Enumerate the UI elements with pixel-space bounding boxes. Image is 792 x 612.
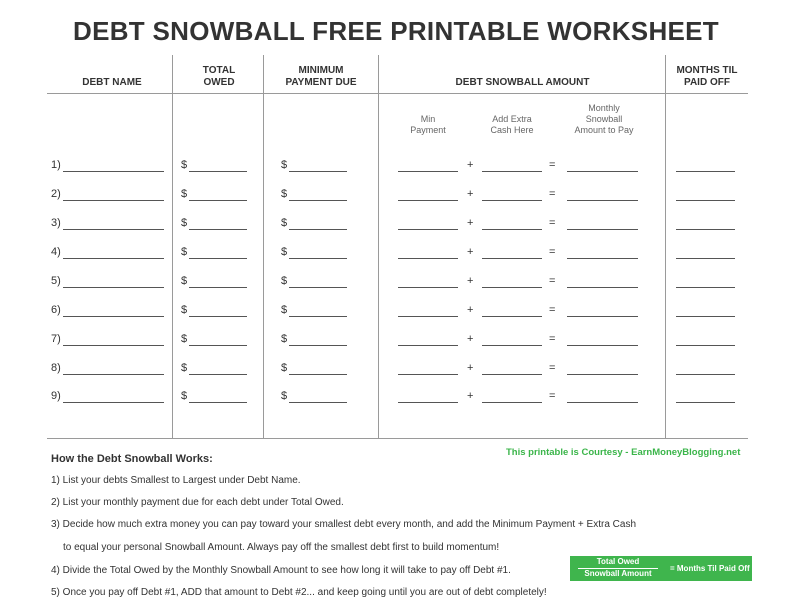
- equals-sign: =: [549, 246, 556, 258]
- dollar-sign: $: [181, 390, 188, 402]
- dollar-sign: $: [281, 390, 288, 402]
- dollar-sign: $: [181, 275, 188, 287]
- table-row: [0, 217, 792, 233]
- min-payment-blank[interactable]: [398, 374, 458, 375]
- header-min-line2: PAYMENT DUE: [285, 77, 357, 88]
- extra-cash-blank[interactable]: [482, 287, 542, 288]
- instruction-step-2: 2) List your monthly payment due for each debt under Total Owed.: [51, 497, 344, 508]
- header-months-line1: MONTHS TIL: [676, 65, 738, 76]
- table-bottom-rule: [47, 438, 748, 439]
- subheader-monthly-line3: Amount to Pay: [574, 125, 634, 135]
- equals-sign: =: [549, 275, 556, 287]
- table-row: [0, 188, 792, 204]
- plus-sign: +: [467, 304, 474, 316]
- months-blank[interactable]: [676, 258, 735, 259]
- months-blank[interactable]: [676, 316, 735, 317]
- snowball-amount-blank[interactable]: [567, 171, 638, 172]
- subheader-extra-cash: [481, 114, 543, 136]
- total-owed-blank[interactable]: [189, 200, 247, 201]
- plus-sign: +: [467, 390, 474, 402]
- instruction-step-1: 1) List your debts Smallest to Largest under Debt Name.: [51, 475, 301, 486]
- header-months-til-paid-off: [666, 65, 748, 89]
- instruction-step-3: 3) Decide how much extra money you can pay toward your smallest debt every month, and add the Minimum Payment + Extra Cash: [51, 519, 636, 530]
- dollar-sign: $: [181, 333, 188, 345]
- dollar-sign: $: [281, 333, 288, 345]
- snowball-amount-blank[interactable]: [567, 345, 638, 346]
- minimum-payment-blank[interactable]: [289, 287, 347, 288]
- snowball-amount-blank[interactable]: [567, 229, 638, 230]
- subheader-monthly-snowball: [566, 103, 642, 136]
- table-row: [0, 362, 792, 378]
- minimum-payment-blank[interactable]: [289, 374, 347, 375]
- total-owed-blank[interactable]: [189, 316, 247, 317]
- debt-name-blank[interactable]: [63, 229, 164, 230]
- months-blank[interactable]: [676, 345, 735, 346]
- row-number: 4): [51, 246, 61, 258]
- min-payment-blank[interactable]: [398, 402, 458, 403]
- dollar-sign: $: [281, 275, 288, 287]
- equals-sign: =: [549, 188, 556, 200]
- extra-cash-blank[interactable]: [482, 345, 542, 346]
- row-number: 3): [51, 217, 61, 229]
- dollar-sign: $: [281, 304, 288, 316]
- extra-cash-blank[interactable]: [482, 258, 542, 259]
- total-owed-blank[interactable]: [189, 258, 247, 259]
- extra-cash-blank[interactable]: [482, 316, 542, 317]
- min-payment-blank[interactable]: [398, 287, 458, 288]
- header-total-owed-line1: TOTAL: [202, 65, 236, 76]
- header-min-line1: MINIMUM: [298, 65, 344, 76]
- months-formula-box: [570, 556, 752, 581]
- instruction-step-5: 5) Once you pay off Debt #1, ADD that amount to Debt #2... and keep going until you are out of debt completely!: [51, 587, 547, 598]
- dollar-sign: $: [281, 159, 288, 171]
- minimum-payment-blank[interactable]: [289, 200, 347, 201]
- snowball-amount-blank[interactable]: [567, 316, 638, 317]
- extra-cash-blank[interactable]: [482, 374, 542, 375]
- equals-sign: =: [549, 390, 556, 402]
- table-row: [0, 390, 792, 406]
- courtesy-credit: This printable is Courtesy - EarnMoneyBlogging.net: [506, 447, 741, 458]
- dollar-sign: $: [281, 246, 288, 258]
- min-payment-blank[interactable]: [398, 229, 458, 230]
- extra-cash-blank[interactable]: [482, 402, 542, 403]
- plus-sign: +: [467, 217, 474, 229]
- dollar-sign: $: [281, 217, 288, 229]
- equals-sign: =: [549, 333, 556, 345]
- dollar-sign: $: [181, 246, 188, 258]
- extra-cash-blank[interactable]: [482, 200, 542, 201]
- equals-sign: =: [549, 362, 556, 374]
- snowball-amount-blank[interactable]: [567, 200, 638, 201]
- equals-sign: =: [549, 217, 556, 229]
- row-number: 8): [51, 362, 61, 374]
- subheader-extra-line2: Cash Here: [490, 125, 534, 135]
- subheader-min-line1: Min: [420, 114, 436, 124]
- table-row: [0, 159, 792, 175]
- header-minimum-payment: [265, 65, 377, 89]
- instruction-step-4: 4) Divide the Total Owed by the Monthly Snowball Amount to see how long it will take to pay off Debt #1.: [51, 565, 511, 576]
- table-row: [0, 275, 792, 291]
- table-row: [0, 246, 792, 262]
- plus-sign: +: [467, 188, 474, 200]
- subheader-min-line2: Payment: [410, 125, 446, 135]
- row-number: 7): [51, 333, 61, 345]
- dollar-sign: $: [281, 188, 288, 200]
- min-payment-blank[interactable]: [398, 258, 458, 259]
- total-owed-blank[interactable]: [189, 374, 247, 375]
- debt-name-blank[interactable]: [63, 200, 164, 201]
- plus-sign: +: [467, 159, 474, 171]
- formula-result: = Months Til Paid Off: [670, 564, 750, 573]
- debt-name-blank[interactable]: [63, 316, 164, 317]
- subheader-min-payment: [398, 114, 458, 136]
- header-total-owed: [175, 65, 263, 89]
- total-owed-blank[interactable]: [189, 345, 247, 346]
- page-title: DEBT SNOWBALL FREE PRINTABLE WORKSHEET: [73, 16, 719, 46]
- instructions-title: How the Debt Snowball Works:: [51, 453, 213, 465]
- months-blank[interactable]: [676, 402, 735, 403]
- debt-name-blank[interactable]: [63, 345, 164, 346]
- debt-name-blank[interactable]: [63, 374, 164, 375]
- subheader-extra-line1: Add Extra: [492, 114, 532, 124]
- table-row: [0, 304, 792, 320]
- total-owed-blank[interactable]: [189, 229, 247, 230]
- header-months-line2: PAID OFF: [684, 77, 730, 88]
- dollar-sign: $: [181, 362, 188, 374]
- plus-sign: +: [467, 362, 474, 374]
- extra-cash-blank[interactable]: [482, 229, 542, 230]
- header-debt-name: DEBT NAME: [82, 77, 142, 88]
- dollar-sign: $: [181, 217, 188, 229]
- minimum-payment-blank[interactable]: [289, 229, 347, 230]
- debt-name-blank[interactable]: [63, 171, 164, 172]
- row-number: 1): [51, 159, 61, 171]
- months-blank[interactable]: [676, 374, 735, 375]
- total-owed-blank[interactable]: [189, 171, 247, 172]
- header-total-owed-line2: OWED: [203, 77, 235, 88]
- formula-numerator: Total Owed: [596, 557, 640, 566]
- subheader-monthly-line2: Snowball: [585, 114, 623, 124]
- dollar-sign: $: [181, 304, 188, 316]
- extra-cash-blank[interactable]: [482, 171, 542, 172]
- min-payment-blank[interactable]: [398, 200, 458, 201]
- debt-name-blank[interactable]: [63, 258, 164, 259]
- row-number: 9): [51, 390, 61, 402]
- equals-sign: =: [549, 159, 556, 171]
- minimum-payment-blank[interactable]: [289, 316, 347, 317]
- row-number: 2): [51, 188, 61, 200]
- min-payment-blank[interactable]: [398, 171, 458, 172]
- table-row: [0, 333, 792, 349]
- plus-sign: +: [467, 275, 474, 287]
- formula-denominator: Snowball Amount: [584, 569, 652, 578]
- snowball-amount-blank[interactable]: [567, 287, 638, 288]
- snowball-amount-blank[interactable]: [567, 258, 638, 259]
- months-blank[interactable]: [676, 287, 735, 288]
- debt-name-blank[interactable]: [63, 402, 164, 403]
- minimum-payment-blank[interactable]: [289, 402, 347, 403]
- minimum-payment-blank[interactable]: [289, 171, 347, 172]
- dollar-sign: $: [281, 362, 288, 374]
- minimum-payment-blank[interactable]: [289, 345, 347, 346]
- subheader-monthly-line1: Monthly: [588, 103, 620, 113]
- months-blank[interactable]: [676, 229, 735, 230]
- instruction-step-3-continued: to equal your personal Snowball Amount. Always pay off the smallest debt first to build momentum!: [63, 542, 500, 553]
- debt-name-blank[interactable]: [63, 287, 164, 288]
- total-owed-blank[interactable]: [189, 287, 247, 288]
- total-owed-blank[interactable]: [189, 402, 247, 403]
- header-rule: [47, 93, 748, 94]
- row-number: 6): [51, 304, 61, 316]
- months-blank[interactable]: [676, 171, 735, 172]
- row-number: 5): [51, 275, 61, 287]
- dollar-sign: $: [181, 159, 188, 171]
- dollar-sign: $: [181, 188, 188, 200]
- min-payment-blank[interactable]: [398, 345, 458, 346]
- snowball-amount-blank[interactable]: [567, 374, 638, 375]
- plus-sign: +: [467, 246, 474, 258]
- plus-sign: +: [467, 333, 474, 345]
- min-payment-blank[interactable]: [398, 316, 458, 317]
- minimum-payment-blank[interactable]: [289, 258, 347, 259]
- snowball-amount-blank[interactable]: [567, 402, 638, 403]
- header-snowball-amount: DEBT SNOWBALL AMOUNT: [455, 77, 590, 88]
- months-blank[interactable]: [676, 200, 735, 201]
- equals-sign: =: [549, 304, 556, 316]
